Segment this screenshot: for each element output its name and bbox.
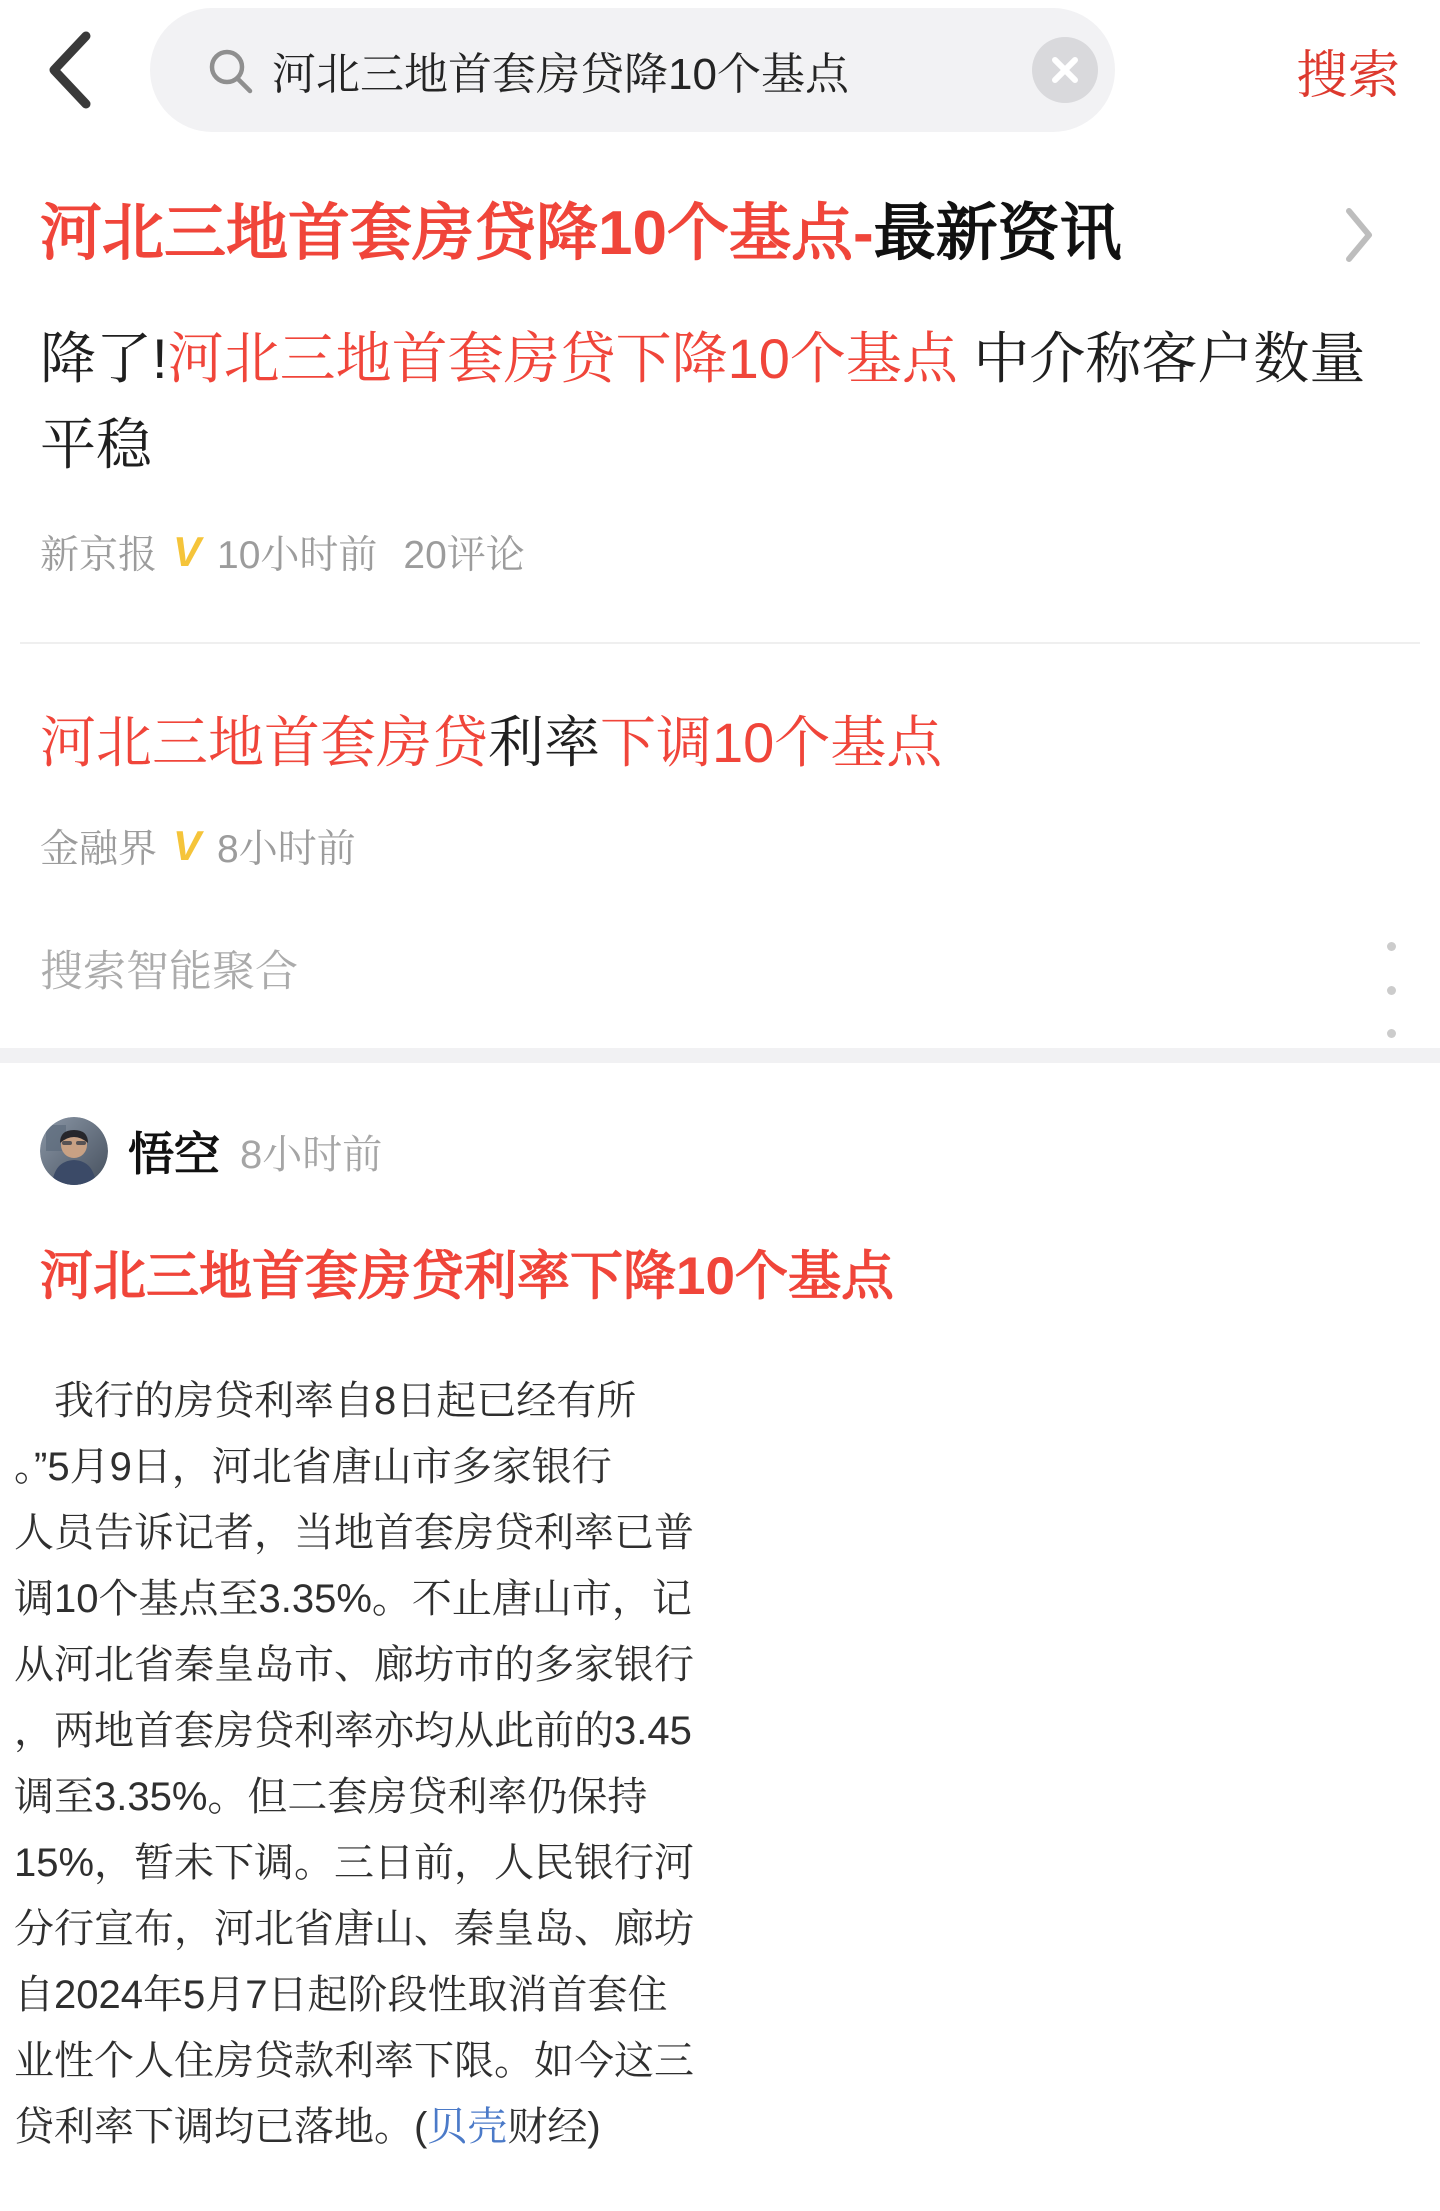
- text-segment: 人员告诉记者，当地首套房贷利率已普: [14, 1511, 694, 1555]
- result-time: 10小时前: [217, 534, 378, 577]
- text-segment: 我行的房贷利率自8日起已经有所: [14, 1379, 637, 1423]
- result-item-title[interactable]: [40, 700, 1410, 786]
- body-text-line: [0, 1962, 700, 2028]
- body-text-line: [0, 2094, 700, 2160]
- magnifier-icon: [206, 46, 256, 96]
- divider: [20, 642, 1420, 644]
- body-text-line: [0, 1434, 700, 1500]
- result-time: 8小时前: [217, 828, 356, 871]
- text-segment: 15%，暂未下调。三日前，人民银行河: [14, 1841, 695, 1885]
- text-segment: 财经): [507, 2105, 601, 2149]
- aggregate-footer-label: 搜索智能聚合: [40, 947, 298, 996]
- body-text-line: [0, 2028, 700, 2094]
- heading-highlight: 河北三地首套房贷降10个基点: [40, 199, 853, 268]
- search-input[interactable]: [150, 8, 1115, 132]
- post-body-text: [0, 1368, 700, 2160]
- post-header: [40, 1116, 382, 1186]
- text-segment: 下调10个基点: [600, 711, 943, 774]
- avatar[interactable]: [40, 1117, 108, 1185]
- post-author-name[interactable]: 悟空: [128, 1128, 220, 1180]
- text-segment: 贝壳: [427, 2105, 508, 2149]
- text-segment: 从河北省秦皇岛市、廊坊市的多家银行: [14, 1643, 694, 1687]
- body-text-line: [0, 1632, 700, 1698]
- result-meta-row: [40, 526, 525, 578]
- text-segment: 中介称客户数量平稳: [40, 327, 1366, 476]
- result-meta-row: [40, 820, 356, 872]
- heading-separator: -: [852, 199, 874, 268]
- text-segment: 河北三地首套房贷: [40, 711, 488, 774]
- section-divider: [0, 1048, 1440, 1063]
- text-segment: 分行宣布，河北省唐山、秦皇岛、廊坊: [14, 1907, 694, 1951]
- heading-more-button[interactable]: [1344, 206, 1374, 269]
- text-segment: 贷利率下调均已落地。(: [14, 2105, 428, 2149]
- text-segment: ，两地首套房贷利率亦均从此前的3.45: [14, 1709, 692, 1753]
- result-comments: 20评论: [403, 534, 525, 577]
- search-submit-button[interactable]: 搜索: [1295, 46, 1400, 105]
- verified-badge-icon: V: [173, 822, 202, 869]
- aggregate-news-heading[interactable]: [40, 196, 1320, 272]
- result-item-title[interactable]: [40, 316, 1410, 488]
- back-button[interactable]: [34, 28, 104, 112]
- circle-x-icon: [1051, 56, 1079, 84]
- text-segment: 调10个基点至3.35%。不止唐山市，记: [14, 1577, 692, 1621]
- text-segment: 调至3.35%。但二套房贷利率仍保持: [14, 1775, 648, 1819]
- text-segment: 。”5月9日，河北省唐山市多家银行: [14, 1445, 612, 1489]
- text-segment: 降了!: [40, 327, 168, 390]
- text-segment: 河北三地首套房贷下降10个基点: [167, 327, 958, 390]
- text-segment: 自2024年5月7日起阶段性取消首套住: [14, 1973, 668, 2017]
- post-title[interactable]: 河北三地首套房贷利率下降10个基点: [40, 1247, 894, 1306]
- post-time: 8小时前: [240, 1132, 383, 1177]
- body-text-line: [0, 1500, 700, 1566]
- chevron-left-icon: [46, 30, 92, 110]
- text-segment: 业性个人住房贷款利率下限。如今这三: [14, 2039, 694, 2083]
- body-text-line: [0, 1764, 700, 1830]
- body-text-line: [0, 1368, 700, 1434]
- chevron-right-icon: [1344, 206, 1374, 264]
- search-query-text[interactable]: 河北三地首套房贷降10个基点: [272, 50, 849, 99]
- result-source: 金融界: [40, 828, 158, 871]
- body-text-line: [0, 1830, 700, 1896]
- text-segment: 利率: [488, 711, 600, 774]
- verified-badge-icon: V: [173, 528, 202, 575]
- body-text-line: [0, 1896, 700, 1962]
- top-search-bar: [0, 0, 1440, 140]
- heading-suffix: 最新资讯: [873, 199, 1122, 268]
- clear-search-button[interactable]: [1032, 37, 1098, 103]
- body-text-line: [0, 1698, 700, 1764]
- body-text-line: [0, 1566, 700, 1632]
- kebab-vertical-icon[interactable]: [1386, 942, 1396, 1038]
- result-source: 新京报: [40, 534, 158, 577]
